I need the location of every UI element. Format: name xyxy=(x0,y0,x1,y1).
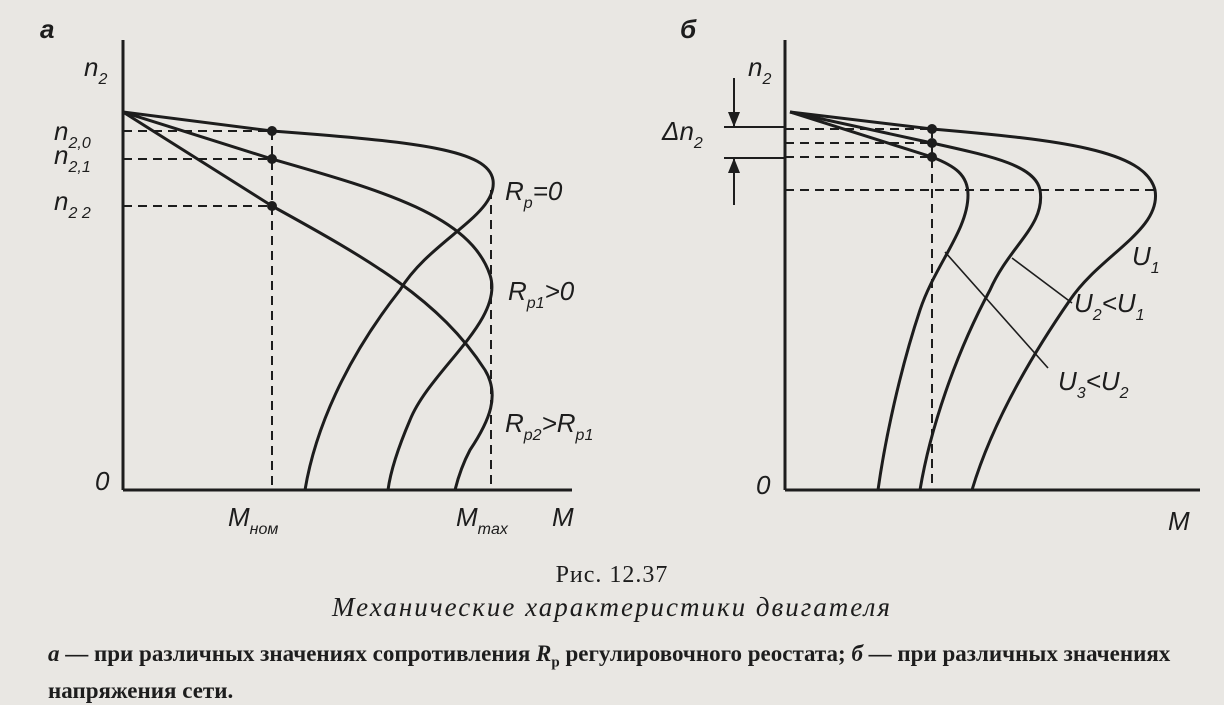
legend-a-letter: а xyxy=(48,641,60,666)
panel-b-x-axis-label: M xyxy=(1168,506,1190,536)
delta-n2-marker xyxy=(724,78,785,205)
curve-u2 xyxy=(790,112,1041,490)
tick-n22: $n_{2 2}$ xyxy=(54,186,91,222)
panel-a xyxy=(40,14,593,538)
label-rp2: $R_{p2}>R_{p1}$ xyxy=(505,408,594,444)
legend-a-text: — при различных значениях сопротивления xyxy=(59,641,537,666)
delta-n2-label: $\Delta n_2$ xyxy=(662,116,703,152)
legend-b-text: — при различных значениях напряжения сети. xyxy=(48,641,1171,703)
panel-b-points xyxy=(927,124,937,162)
label-u3: $U_3<U_2$ xyxy=(1058,366,1129,402)
figure-title: Механические характеристики двигателя xyxy=(332,592,892,622)
label-u2: $U_2<U_1$ xyxy=(1074,288,1145,324)
panel-b-leaders xyxy=(945,252,1072,368)
panel-a-x-axis-label: M xyxy=(552,502,574,532)
panel-b-letter: б xyxy=(680,14,697,44)
label-u1: $U_1$ xyxy=(1132,241,1160,277)
curve-rp1 xyxy=(123,112,492,490)
panel-a-y-axis-label: $n_2$ xyxy=(84,52,108,88)
panel-b-origin: 0 xyxy=(756,470,771,500)
legend-r: R xyxy=(536,641,552,666)
figure-legend xyxy=(48,640,1198,705)
panel-a-letter: а xyxy=(40,14,55,44)
tick-n21: $n_{2,1}$ xyxy=(54,140,91,176)
label-rp0: $R_p=0$ xyxy=(505,176,563,212)
tick-n20: $n_{2,0}$ xyxy=(54,116,91,152)
tick-m-max: $M_{max}$ xyxy=(456,502,508,538)
panel-b xyxy=(661,14,1200,536)
legend-r-sub: р xyxy=(551,654,560,671)
tick-m-nom: $M_{ном}$ xyxy=(228,502,279,538)
panel-a-origin: 0 xyxy=(95,466,110,496)
panel-b-y-axis-label: $n_2$ xyxy=(748,52,772,88)
legend-rest: регулировочного реостата; xyxy=(559,641,852,666)
figure-number: Рис. 12.37 xyxy=(555,562,669,588)
label-rp1: $R_{p1}>0$ xyxy=(508,276,575,312)
legend-b-letter: б xyxy=(851,641,863,666)
panel-a-curves xyxy=(123,112,493,490)
curve-u3 xyxy=(790,112,968,490)
